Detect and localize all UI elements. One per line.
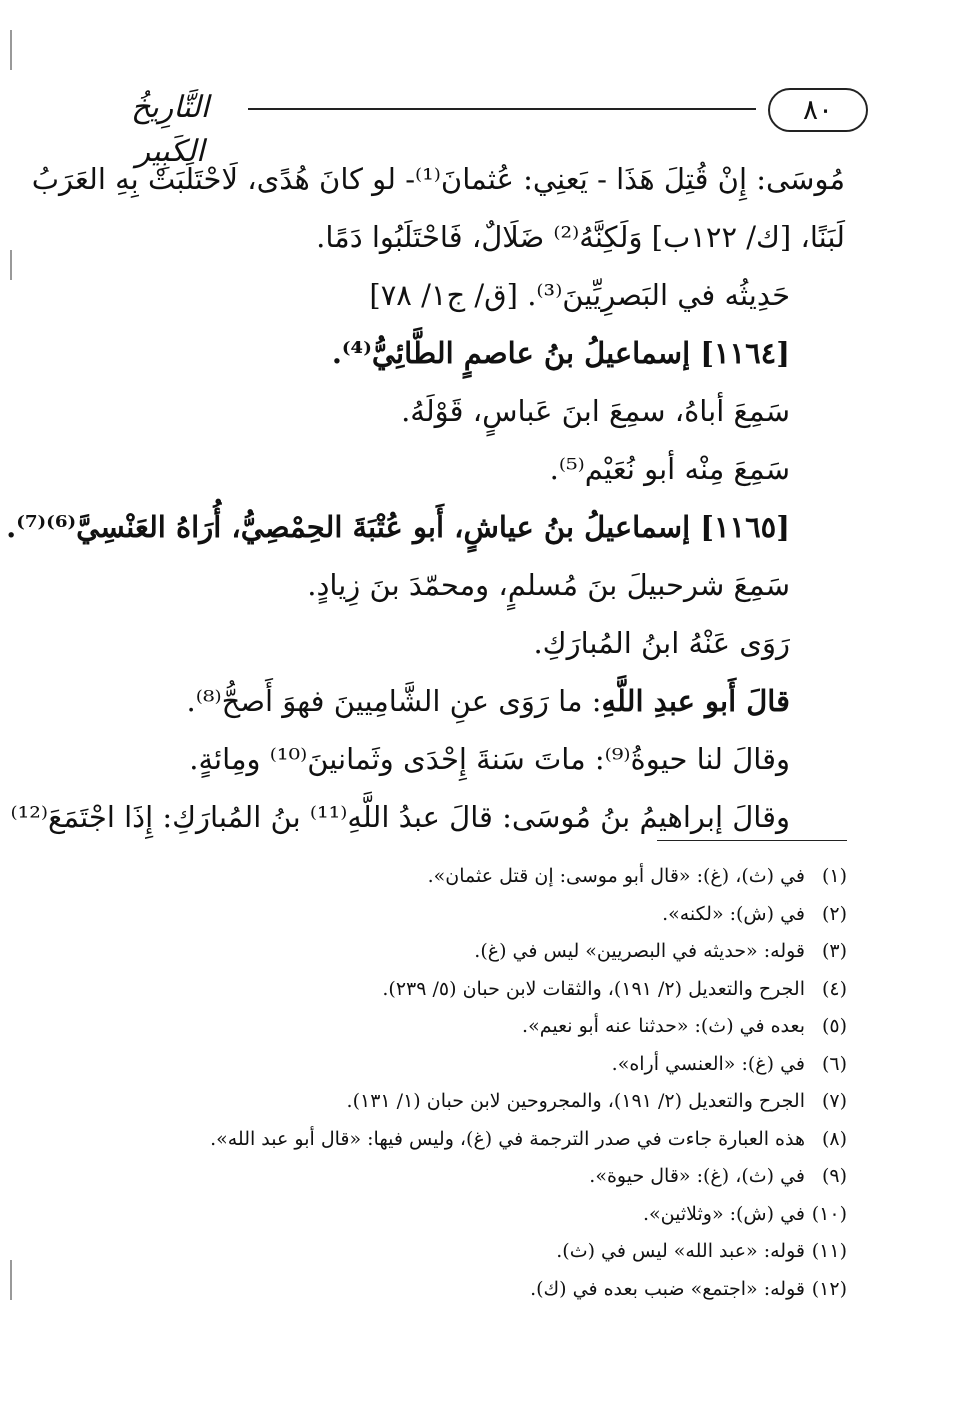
text-line: لَبَنًا، [ك/ ١٢٢ب] وَلَكِنَّهُ⁽²⁾ ضَلَالٌ، فَاحْتَلَبُوا دَمًا. — [316, 220, 845, 254]
footnote-text: الجرح والتعديل (٢/ ١٩١)، والمجروحين لابن حبان (١/ ١٣١). — [346, 1090, 805, 1112]
footnote-number: (٤) — [821, 977, 847, 1000]
footnote — [127, 1233, 847, 1271]
footnote-text: في (ث)، (غ): «قال حيوة». — [589, 1165, 805, 1187]
footnote-number: (٨) — [821, 1127, 847, 1150]
text-line: رَوَى عَنْهُ ابنُ المُبارَكِ. — [533, 626, 790, 660]
page-number-badge: ٨٠ — [768, 88, 868, 132]
footnote-number: (٧) — [821, 1090, 847, 1112]
footnote-number: (١١) — [811, 1240, 847, 1262]
text-line: حَدِيثُه في البَصرِيِّينَ⁽³⁾. [ق/ ج١/ ٧٨] — [369, 278, 790, 312]
footnote-number: (٥) — [821, 1015, 847, 1037]
footnote — [127, 1271, 847, 1309]
text-line: مُوسَى: إِنْ قُتِلَ هَذَا - يَعنِي: عُثمانَ⁽¹⁾- لو كانَ هُدًى، لَاحْتَلَبَتْ بِهِ العَرَبُ — [31, 162, 845, 196]
footnote-number: (٦) — [821, 1052, 847, 1075]
footnote — [127, 896, 847, 934]
footnote — [127, 1008, 847, 1046]
footnote — [127, 933, 847, 971]
text-line: وقالَ إبراهيمُ بنُ مُوسَى: قالَ عبدُ اللَّهِ⁽¹¹⁾ بنُ المُبارَكِ: إِذَا اجْتَمَعَ⁽¹²⁾ — [10, 800, 790, 834]
footnote — [127, 1121, 847, 1159]
footnote-number: (١٠) — [811, 1202, 847, 1225]
text-line: سَمِعَ شرحبيلَ بنَ مُسلمٍ، ومحمّدَ بنَ زِيادٍ. — [307, 568, 790, 602]
footnote — [127, 1046, 847, 1084]
footnote-text: هذه العبارة جاءت في صدر الترجمة في (غ)، وليس فيها: «قال أبو عبد الله». — [210, 1127, 805, 1150]
footnotes — [127, 858, 847, 1308]
footnote-number: (٣) — [821, 940, 847, 962]
footnote-text: قوله: «اجتمع» ضبب بعده في (ك). — [530, 1277, 805, 1300]
text-line — [100, 672, 845, 730]
footnote-number: (٩) — [821, 1165, 847, 1187]
footnote-text: بعده في (ث): «حدثنا عنه أبو نعيم». — [522, 1015, 805, 1037]
header-rule — [248, 108, 756, 110]
footnote-text: في (غ): «العنسي أراه». — [611, 1052, 805, 1075]
text-line: سَمِعَ أباهُ، سمِعَ ابنَ عَباسٍ، قَوْلَهُ. — [401, 394, 790, 428]
footnote-number: (١٢) — [811, 1277, 847, 1300]
quote-text: : ما رَوَى عنِ الشَّامِيينَ فهوَ أَصحُّ⁽⁸⁾. — [186, 684, 602, 718]
footnote-text: في (ش): «وثلاثين». — [643, 1202, 805, 1225]
running-title: التَّارِيخُ الكَبِير — [131, 90, 209, 169]
scan-margin-mark — [10, 30, 12, 70]
page-header — [100, 86, 860, 169]
entry-heading-1164: [١١٦٤] إسماعيلُ بنُ عاصمٍ الطَّائِيُّ⁽⁴⁾. — [331, 336, 790, 370]
footnote — [127, 1158, 847, 1196]
footnote-text: الجرح والتعديل (٢/ ١٩١)، والثقات لابن حبان (٥/ ٢٣٩). — [382, 977, 805, 1000]
footnote-text: قوله: «حديثه في البصريين» ليس في (غ). — [474, 940, 805, 962]
entry-heading-1165: [١١٦٥] إسماعيلُ بنُ عياشٍ، أَبو عُتْبَةَ الحِمْصِيُّ، أُرَاهُ العَنْسِيَّ⁽⁶⁾⁽⁷⁾. — [6, 510, 790, 544]
footnote-text: قوله: «عبد الله» ليس في (ث). — [556, 1240, 805, 1262]
quote-attribution: قالَ أَبو عبدِ اللَّهِ — [601, 684, 790, 718]
footnote — [127, 858, 847, 896]
footnote-number: (٢) — [821, 902, 847, 925]
footnote-text: في (ث)، (غ): «قال أبو موسى: إن قتل عثمان». — [427, 865, 805, 887]
footnote-separator — [657, 840, 847, 841]
footnote-number: (١) — [821, 865, 847, 887]
text-line: وقالَ لنا حيوةُ⁽⁹⁾: ماتَ سَنةَ إِحْدَى وثَمانينَ⁽¹⁰⁾ ومِائةٍ. — [189, 742, 790, 776]
footnote — [127, 1083, 847, 1121]
footnote — [127, 1196, 847, 1234]
text-line: سَمِعَ مِنْه أبو نُعَيْم⁽⁵⁾. — [549, 452, 790, 486]
main-text — [6, 150, 845, 846]
footnote — [127, 971, 847, 1009]
scan-margin-mark — [10, 250, 12, 280]
footnote-text: في (ش): «لكنه». — [662, 902, 805, 925]
scan-margin-mark — [10, 1260, 12, 1300]
